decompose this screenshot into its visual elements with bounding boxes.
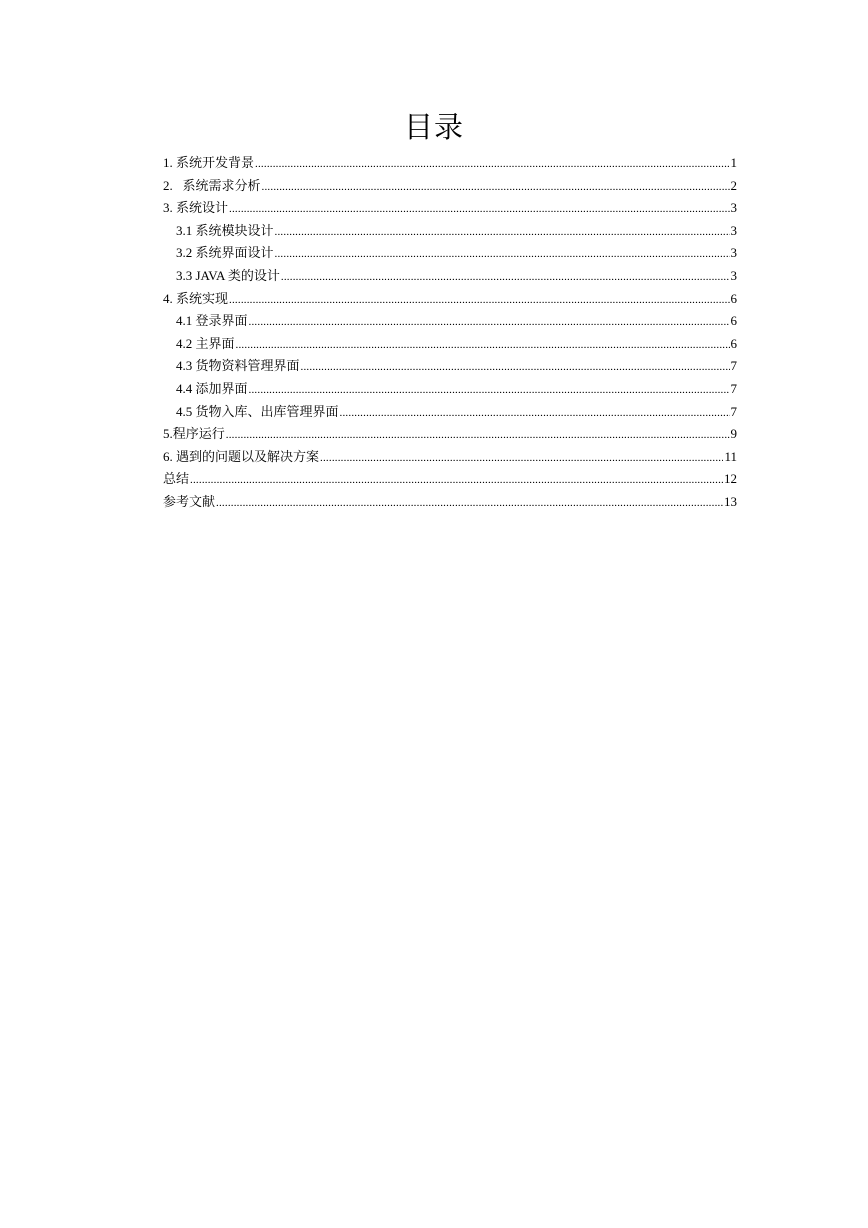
toc-entry-label: 5.程序运行	[163, 426, 225, 442]
toc-entry[interactable]	[163, 401, 737, 424]
toc-dot-leader	[249, 379, 730, 402]
toc-entry-label: 4.1 登录界面	[176, 313, 248, 329]
toc-dot-leader	[216, 492, 723, 515]
toc-entry[interactable]	[163, 491, 737, 514]
toc-entry-label: 3. 系统设计	[163, 200, 229, 216]
toc-dot-leader	[301, 356, 730, 379]
toc-entry-page-number: 3	[730, 222, 737, 238]
toc-dot-leader	[340, 402, 730, 425]
toc-entry-page-number: 1	[730, 155, 737, 170]
toc-entry-page-number: 7	[730, 380, 737, 396]
toc-entry-label: 3.2 系统界面设计	[176, 245, 274, 261]
toc-entry-label: 4.3 货物资料管理界面	[176, 358, 300, 374]
toc-entry-page-number: 6	[730, 290, 737, 306]
toc-entry[interactable]	[163, 288, 737, 311]
toc-entry-page-number: 7	[730, 358, 737, 374]
toc-entry-label: 3.3 JAVA 类的设计	[176, 267, 280, 283]
toc-entry[interactable]	[163, 152, 737, 175]
toc-entry[interactable]	[163, 175, 737, 198]
toc-entry-page-number: 6	[730, 335, 737, 351]
toc-entry[interactable]	[163, 378, 737, 401]
toc-entry-label: 1. 系统开发背景	[163, 155, 255, 170]
toc-entry-page-number: 9	[730, 426, 737, 442]
toc-dot-leader	[275, 221, 730, 244]
toc-dot-leader	[226, 424, 730, 447]
toc-entry-page-number: 3	[730, 245, 737, 261]
toc-entry-label: 参考文献	[163, 493, 216, 509]
toc-entry-label: 4. 系统实现	[163, 290, 229, 306]
toc-entry[interactable]	[163, 220, 737, 243]
toc-entry-page-number: 11	[724, 448, 737, 464]
toc-entry-page-number: 6	[730, 313, 737, 329]
toc-entry-label: 6. 遇到的问题以及解决方案	[163, 448, 320, 464]
toc-entry[interactable]	[163, 468, 737, 491]
toc-entry-page-number: 3	[730, 267, 737, 283]
toc-entry-label: 总结	[163, 471, 190, 487]
toc-entry[interactable]	[163, 310, 737, 333]
toc-entry-label: 4.4 添加界面	[176, 380, 248, 396]
table-of-contents	[163, 152, 737, 514]
toc-entry-page-number: 3	[730, 200, 737, 216]
toc-dot-leader	[229, 289, 729, 312]
toc-entry-page-number: 2	[730, 177, 737, 193]
toc-entry-label: 4.2 主界面	[176, 335, 235, 351]
toc-entry-page-number: 12	[724, 471, 737, 487]
toc-title: 目录	[403, 112, 464, 144]
toc-dot-leader	[281, 266, 730, 289]
toc-dot-leader	[249, 311, 730, 334]
toc-entry-label: 3.1 系统模块设计	[176, 222, 274, 238]
toc-dot-leader	[262, 176, 730, 199]
toc-dot-leader	[275, 243, 730, 266]
toc-entry[interactable]	[163, 355, 737, 378]
toc-dot-leader	[190, 469, 723, 492]
toc-entry-label: 4.5 货物入库、出库管理界面	[176, 403, 339, 419]
toc-entry[interactable]	[163, 242, 737, 265]
toc-entry[interactable]	[163, 423, 737, 446]
toc-entry[interactable]	[163, 197, 737, 220]
toc-entry[interactable]	[163, 265, 737, 288]
toc-dot-leader	[255, 153, 729, 176]
toc-entry-page-number: 13	[724, 493, 737, 509]
toc-dot-leader	[229, 198, 729, 221]
toc-dot-leader	[236, 334, 730, 357]
toc-entry[interactable]	[163, 333, 737, 356]
toc-dot-leader	[320, 447, 723, 470]
toc-entry-page-number: 7	[730, 403, 737, 419]
toc-entry-label: 2. 系统需求分析	[163, 177, 261, 193]
toc-entry[interactable]	[163, 446, 737, 469]
